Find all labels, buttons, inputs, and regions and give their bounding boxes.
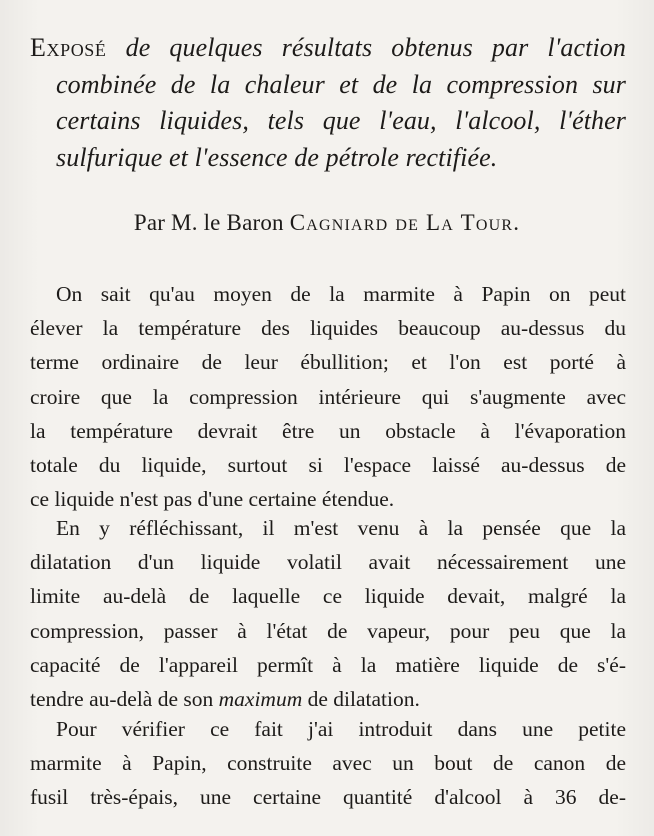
paragraph-2 xyxy=(30,511,626,716)
paragraph-line: On sait qu'au moyen de la marmite à Papin on peut xyxy=(56,282,626,306)
title-line-2: combinée de la chaleur et de la compression sur xyxy=(56,69,626,99)
paragraph-line: dilatation d'un liquide volatil avait nécessairement une xyxy=(30,550,626,575)
paragraph-line: limite au-delà de laquelle ce liquide devait, malgré la xyxy=(30,584,626,609)
paragraph-3 xyxy=(30,712,626,815)
paragraph-line: Pour vérifier ce fait j'ai introduit dans une petite xyxy=(56,717,626,741)
title-lead-word: Exposé xyxy=(30,33,107,62)
paragraph-line: terme ordinaire de leur ébullition; et l'on est porté à xyxy=(30,350,626,375)
paragraph-line: totale du liquide, surtout si l'espace laissé au-dessus de xyxy=(30,453,626,478)
paragraph-line: élever la température des liquides beaucoup au-dessus du xyxy=(30,316,626,341)
title-line-3: certains liquides, tels que l'eau, l'alcool, l'éther xyxy=(56,106,626,135)
title-line-4: sulfurique et l'essence de pétrole rectifiée. xyxy=(56,142,498,172)
paragraph-line: croire que la compression intérieure qui s'augmente avec xyxy=(30,384,626,409)
paragraph-1 xyxy=(30,277,626,516)
paragraph-line: tendre au-delà de son maximum de dilatation. xyxy=(30,687,420,712)
paragraph-line: fusil très-épais, une certaine quantité d'alcool à 36 de- xyxy=(30,785,626,810)
title-line-1: Exposé de quelques résultats obtenus par l'action xyxy=(30,33,627,62)
article-title xyxy=(30,30,626,176)
paragraph-line: compression, passer à l'état de vapeur, pour peu que la xyxy=(30,618,626,643)
paragraph-line: ce liquide n'est pas d'une certaine étendue. xyxy=(30,487,395,512)
author-name: Cagniard de La Tour. xyxy=(289,210,521,235)
emphasized-word: maximum xyxy=(218,687,303,712)
paragraph-line: capacité de l'appareil permît à la matière liquide de s'é- xyxy=(30,652,626,677)
byline-prefix: Par M. le Baron xyxy=(133,210,284,235)
paragraph-line: marmite à Papin, construite avec un bout de canon de xyxy=(30,751,626,776)
author-byline xyxy=(0,208,654,238)
paragraph-line: En y réfléchissant, il m'est venu à la pensée que la xyxy=(56,516,626,540)
paragraph-line: la température devrait être un obstacle à l'évaporation xyxy=(30,418,626,443)
